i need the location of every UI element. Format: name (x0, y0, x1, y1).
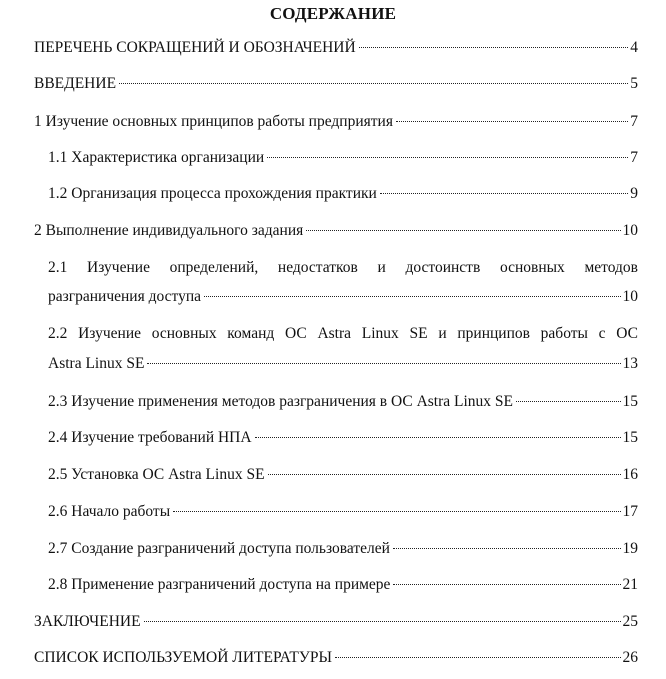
toc-entry (48, 392, 638, 412)
toc-entry-label: 1.2 Организация процесса прохождения практики (48, 185, 377, 202)
dot-leader (393, 548, 621, 549)
toc-entry-label: 2 Выполнение индивидуального задания (34, 222, 304, 239)
dot-leader (335, 657, 621, 658)
toc-title: СОДЕРЖАНИЕ (269, 4, 397, 23)
toc-entry-label: 2.3 Изучение применения методов разграничения в ОС Astra Linux SE (48, 393, 514, 410)
dot-leader (147, 363, 620, 364)
dot-leader (380, 193, 628, 194)
toc-entry-label: ВВЕДЕНИЕ (34, 75, 117, 92)
toc-entry-page: 9 (630, 185, 638, 202)
toc-entry-page: 26 (622, 649, 638, 666)
toc-entry-label: СПИСОК ИСПОЛЬЗУЕМОЙ ЛИТЕРАТУРЫ (34, 649, 332, 666)
toc-entry-label: 2.5 Установка ОС Astra Linux SE (48, 466, 265, 483)
dot-leader (393, 584, 620, 585)
dot-leader (396, 121, 628, 122)
dot-leader (516, 401, 620, 402)
toc-entry-label: 2.7 Создание разграничений доступа пользователей (48, 540, 390, 557)
toc-entry-page: 19 (622, 540, 638, 557)
toc-entry-label: 1 Изучение основных принципов работы предприятия (34, 113, 393, 130)
dot-leader (204, 296, 621, 297)
toc-entry-label: 2.4 Изучение требований НПА (48, 429, 252, 446)
toc-entry-page: 15 (622, 393, 638, 410)
toc-entry-page: 7 (630, 149, 638, 166)
dot-leader (144, 621, 621, 622)
toc-entry (48, 575, 638, 595)
toc-entry-label: Astra Linux SE (48, 355, 145, 372)
toc-entry (48, 287, 638, 307)
toc-entry-label: ЗАКЛЮЧЕНИЕ (34, 613, 141, 630)
toc-entry (34, 612, 638, 632)
toc-entry (48, 354, 638, 374)
toc-entry-label: 1.1 Характеристика организации (48, 149, 265, 166)
toc-entry-page: 13 (622, 355, 638, 372)
toc-entry-line1: 2.2 Изучение основных команд ОС Astra Linux SE и принципов работы с ОС (48, 325, 638, 342)
toc-entry-label: ПЕРЕЧЕНЬ СОКРАЩЕНИЙ И ОБОЗНАЧЕНИЙ (34, 39, 356, 56)
toc-entry-page: 25 (622, 613, 638, 630)
toc-entry-label: 2.6 Начало работы (48, 503, 171, 520)
toc-entry-page: 17 (622, 503, 638, 520)
dot-leader (306, 230, 620, 231)
toc-entry-page: 21 (622, 576, 638, 593)
toc-entry (48, 539, 638, 559)
dot-leader (255, 437, 621, 438)
toc-entry (48, 428, 638, 448)
toc-entry (48, 148, 638, 168)
toc-entry-page: 15 (622, 429, 638, 446)
toc-entry-page: 4 (630, 39, 638, 56)
toc-entry (34, 38, 638, 58)
toc-entry-line1: 2.1 Изучение определений, недостатков и достоинств основных методов (48, 259, 638, 276)
dot-leader (268, 474, 621, 475)
toc-entry-page: 10 (622, 222, 638, 239)
toc-entry-page: 5 (630, 75, 638, 92)
toc-entry (34, 648, 638, 668)
toc-entry (48, 465, 638, 485)
toc-entry (34, 74, 638, 94)
toc-entry (48, 184, 638, 204)
toc-entry (48, 502, 638, 522)
dot-leader (119, 83, 628, 84)
toc-entry (34, 221, 638, 241)
dot-leader (359, 47, 629, 48)
toc-entry-page: 16 (622, 466, 638, 483)
toc-entry (34, 112, 638, 132)
dot-leader (173, 511, 620, 512)
toc-entry-page: 7 (630, 113, 638, 130)
toc-entry-label: 2.8 Применение разграничений доступа на примере (48, 576, 391, 593)
toc-entry-page: 10 (622, 288, 638, 305)
dot-leader (267, 157, 628, 158)
toc-entry-label: разграничения доступа (48, 288, 201, 305)
